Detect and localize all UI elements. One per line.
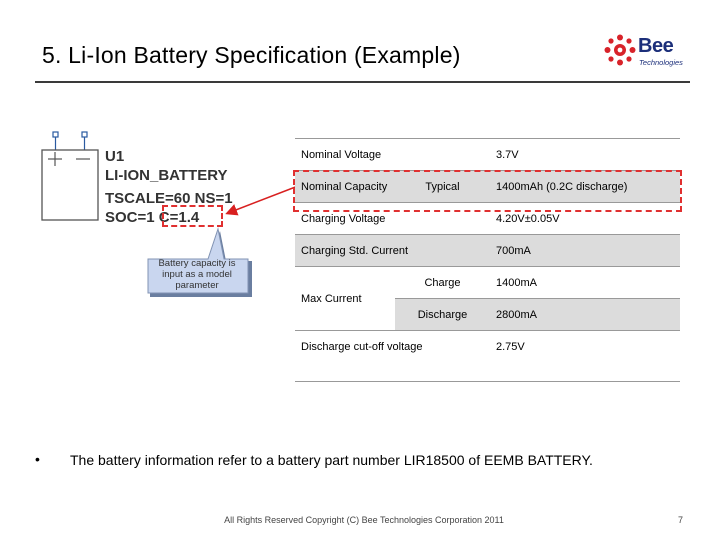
charging-voltage-value: 4.20V±0.05V <box>490 203 680 235</box>
footer-copyright: All Rights Reserved Copyright (C) Bee Technologies Corporation 2011 <box>224 515 504 525</box>
bullet-marker: • <box>35 451 40 467</box>
nominal-capacity-label: Nominal Capacity <box>295 171 395 203</box>
table-bottom-rule <box>295 381 680 382</box>
cutoff-label: Discharge cut-off voltage <box>295 331 490 363</box>
table-row <box>295 235 680 267</box>
cutoff-value: 2.75V <box>490 331 680 363</box>
symbol-params-2: SOC=1 C=1.4 <box>105 209 200 226</box>
bullet-text: The battery information refer to a battery part number LIR18500 of EEMB BATTERY. <box>70 452 593 468</box>
nominal-capacity-value: 1400mAh (0.2C discharge) <box>490 171 680 203</box>
charge-value: 1400mA <box>490 267 680 299</box>
max-current-label: Max Current <box>295 267 395 331</box>
discharge-value: 2800mA <box>490 299 680 331</box>
symbol-part: LI-ION_BATTERY <box>105 167 228 184</box>
table-row <box>295 267 680 299</box>
logo-subtitle: Technologies <box>639 58 683 67</box>
callout-text: Battery capacity is input as a model parameter <box>158 258 236 291</box>
charging-voltage-label: Charging Voltage <box>295 203 490 235</box>
charge-label: Charge <box>395 267 490 299</box>
table-row <box>295 331 680 363</box>
capacity-row-highlight <box>293 170 682 212</box>
nominal-voltage-value: 3.7V <box>490 139 680 171</box>
table-row <box>295 139 680 171</box>
typical-label: Typical <box>395 171 490 203</box>
discharge-label: Discharge <box>395 299 490 331</box>
charging-current-value: 700mA <box>490 235 680 267</box>
page-number: 7 <box>678 515 684 525</box>
slide-title: 5. Li-Ion Battery Specification (Example) <box>42 42 461 68</box>
symbol-ref: U1 <box>105 148 125 165</box>
logo-name: Bee <box>638 35 674 57</box>
nominal-voltage-label: Nominal Voltage <box>295 139 490 171</box>
charging-current-label: Charging Std. Current <box>295 235 490 267</box>
symbol-params-1: TSCALE=60 NS=1 <box>105 190 233 207</box>
